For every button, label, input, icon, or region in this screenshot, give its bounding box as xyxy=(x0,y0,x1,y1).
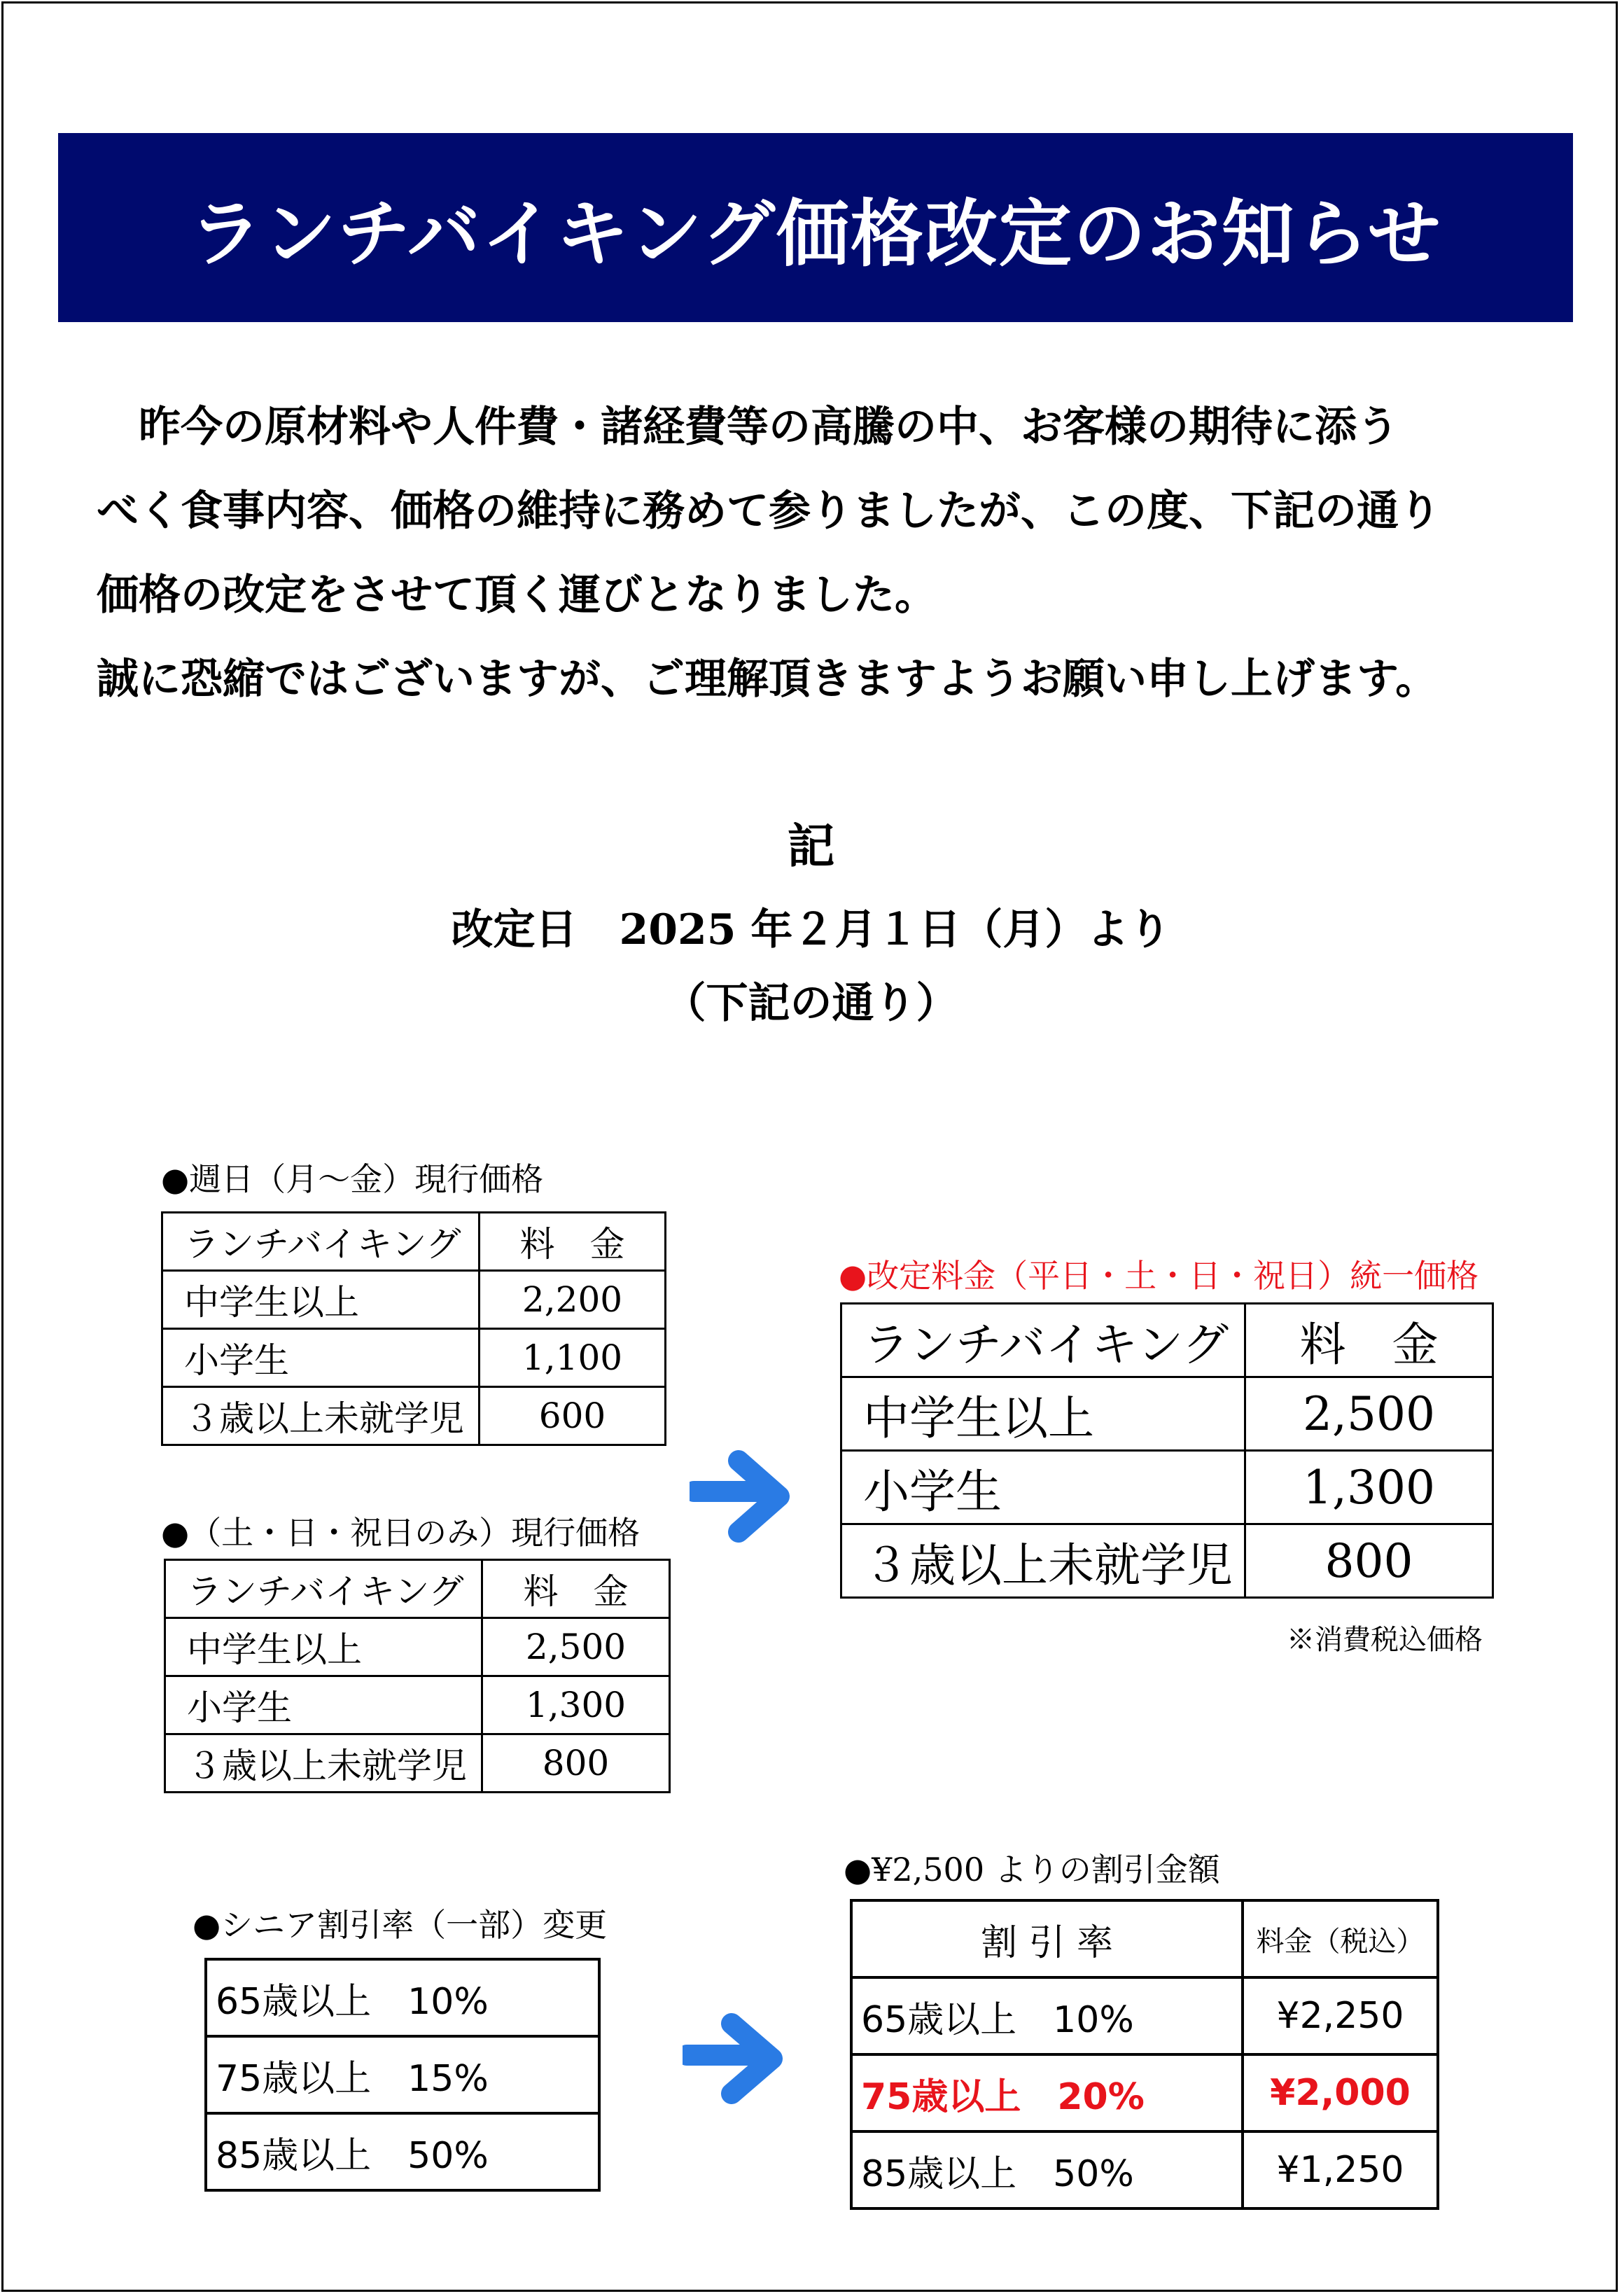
discount-cell: 85歳以上 50% xyxy=(206,2113,599,2190)
category-cell: 小学生 xyxy=(162,1329,480,1387)
table-row xyxy=(162,1271,666,1329)
tax-note: ※消費税込価格 xyxy=(1287,1624,1483,1656)
table-row xyxy=(162,1329,666,1387)
intro-text xyxy=(97,385,1539,721)
discount-cell: 85歳以上 50% xyxy=(851,2131,1243,2208)
category-cell: 小学生 xyxy=(165,1676,482,1734)
revision-date: 改定日 2025 年２月１日（月）より xyxy=(451,905,1171,954)
header-cell: ランチバイキング xyxy=(841,1304,1245,1377)
header-cell: 料 金 xyxy=(482,1560,670,1618)
intro-line: べく食事内容、価格の維持に務めて参りましたが、この度、下記の通り xyxy=(97,487,1441,536)
category-cell: 小学生 xyxy=(841,1451,1245,1524)
table-row xyxy=(206,2036,599,2113)
table-row xyxy=(206,2113,599,2190)
category-cell: 中学生以上 xyxy=(162,1271,480,1329)
table-header-row xyxy=(841,1304,1493,1377)
category-cell: 中学生以上 xyxy=(841,1377,1245,1451)
table-row xyxy=(165,1618,670,1676)
discount-cell: 75歳以上 20% xyxy=(851,2054,1243,2131)
price-cell: 2,200 xyxy=(480,1271,666,1329)
price-cell: 800 xyxy=(482,1734,670,1793)
header-cell: ランチバイキング xyxy=(162,1213,480,1271)
weekday-price-table xyxy=(161,1211,666,1446)
table-row xyxy=(165,1734,670,1793)
table-row xyxy=(841,1451,1493,1524)
intro-line: 誠に恐縮ではございますが、ご理解頂きますようお願い申し上げます。 xyxy=(97,655,1438,704)
price-cell: 600 xyxy=(480,1387,666,1445)
weekend-price-table xyxy=(164,1559,671,1793)
price-cell: 1,100 xyxy=(480,1329,666,1387)
price-cell: 2,500 xyxy=(1245,1377,1493,1451)
header-cell: 料 金 xyxy=(1245,1304,1493,1377)
arrow-right-icon xyxy=(683,2010,788,2104)
price-cell: 2,500 xyxy=(482,1618,670,1676)
category-cell: 中学生以上 xyxy=(165,1618,482,1676)
discount-cell: 65歳以上 10% xyxy=(206,1959,599,2036)
table-header-row xyxy=(165,1560,670,1618)
page-title: ランチバイキング価格改定のお知らせ xyxy=(189,191,1442,277)
header-cell: 料金（税込） xyxy=(1243,1900,1438,1977)
header-cell: ランチバイキング xyxy=(165,1560,482,1618)
category-cell: ３歳以上未就学児 xyxy=(162,1387,480,1445)
discount-cell: 75歳以上 15% xyxy=(206,2036,599,2113)
header-cell: 割 引 率 xyxy=(851,1900,1243,1977)
new-price-table xyxy=(840,1302,1494,1599)
revision-note: （下記の通り） xyxy=(664,979,958,1028)
price-cell: 1,300 xyxy=(482,1676,670,1734)
discount-amount-table xyxy=(850,1899,1439,2210)
discount-table-label: ●¥2,500 よりの割引金額 xyxy=(844,1851,1220,1888)
new-price-table-label: ●改定料金（平日・土・日・祝日）統一価格 xyxy=(839,1257,1479,1295)
table-row xyxy=(841,1377,1493,1451)
table-row xyxy=(841,1524,1493,1598)
header-cell: 料 金 xyxy=(480,1213,666,1271)
price-cell: ¥2,000 xyxy=(1243,2054,1438,2131)
intro-line: 昨今の原材料や人件費・諸経費等の高騰の中、お客様の期待に添う xyxy=(97,403,1399,452)
table-row xyxy=(206,1959,599,2036)
arrow-right-icon xyxy=(690,1449,795,1544)
category-cell: ３歳以上未就学児 xyxy=(841,1524,1245,1598)
table-row xyxy=(851,2131,1438,2208)
table-row xyxy=(162,1387,666,1445)
table-header-row xyxy=(162,1213,666,1271)
intro-line: 価格の改定をさせて頂く運びとなりました。 xyxy=(97,571,937,620)
price-cell: ¥2,250 xyxy=(1243,1977,1438,2054)
price-cell: 1,300 xyxy=(1245,1451,1493,1524)
table-row-highlight xyxy=(851,2054,1438,2131)
weekday-table-label: ●週日（月～金）現行価格 xyxy=(161,1160,544,1198)
price-cell: ¥1,250 xyxy=(1243,2131,1438,2208)
price-cell: 800 xyxy=(1245,1524,1493,1598)
discount-cell: 65歳以上 10% xyxy=(851,1977,1243,2054)
senior-discount-table xyxy=(204,1958,601,2192)
title-banner xyxy=(58,133,1573,322)
ki-heading: 記 xyxy=(787,819,835,875)
table-row xyxy=(165,1676,670,1734)
table-row xyxy=(851,1977,1438,2054)
table-header-row xyxy=(851,1900,1438,1977)
category-cell: ３歳以上未就学児 xyxy=(165,1734,482,1793)
senior-table-label: ●シニア割引率（一部）変更 xyxy=(193,1906,608,1944)
weekend-table-label: ●（土・日・祝日のみ）現行価格 xyxy=(161,1514,641,1552)
